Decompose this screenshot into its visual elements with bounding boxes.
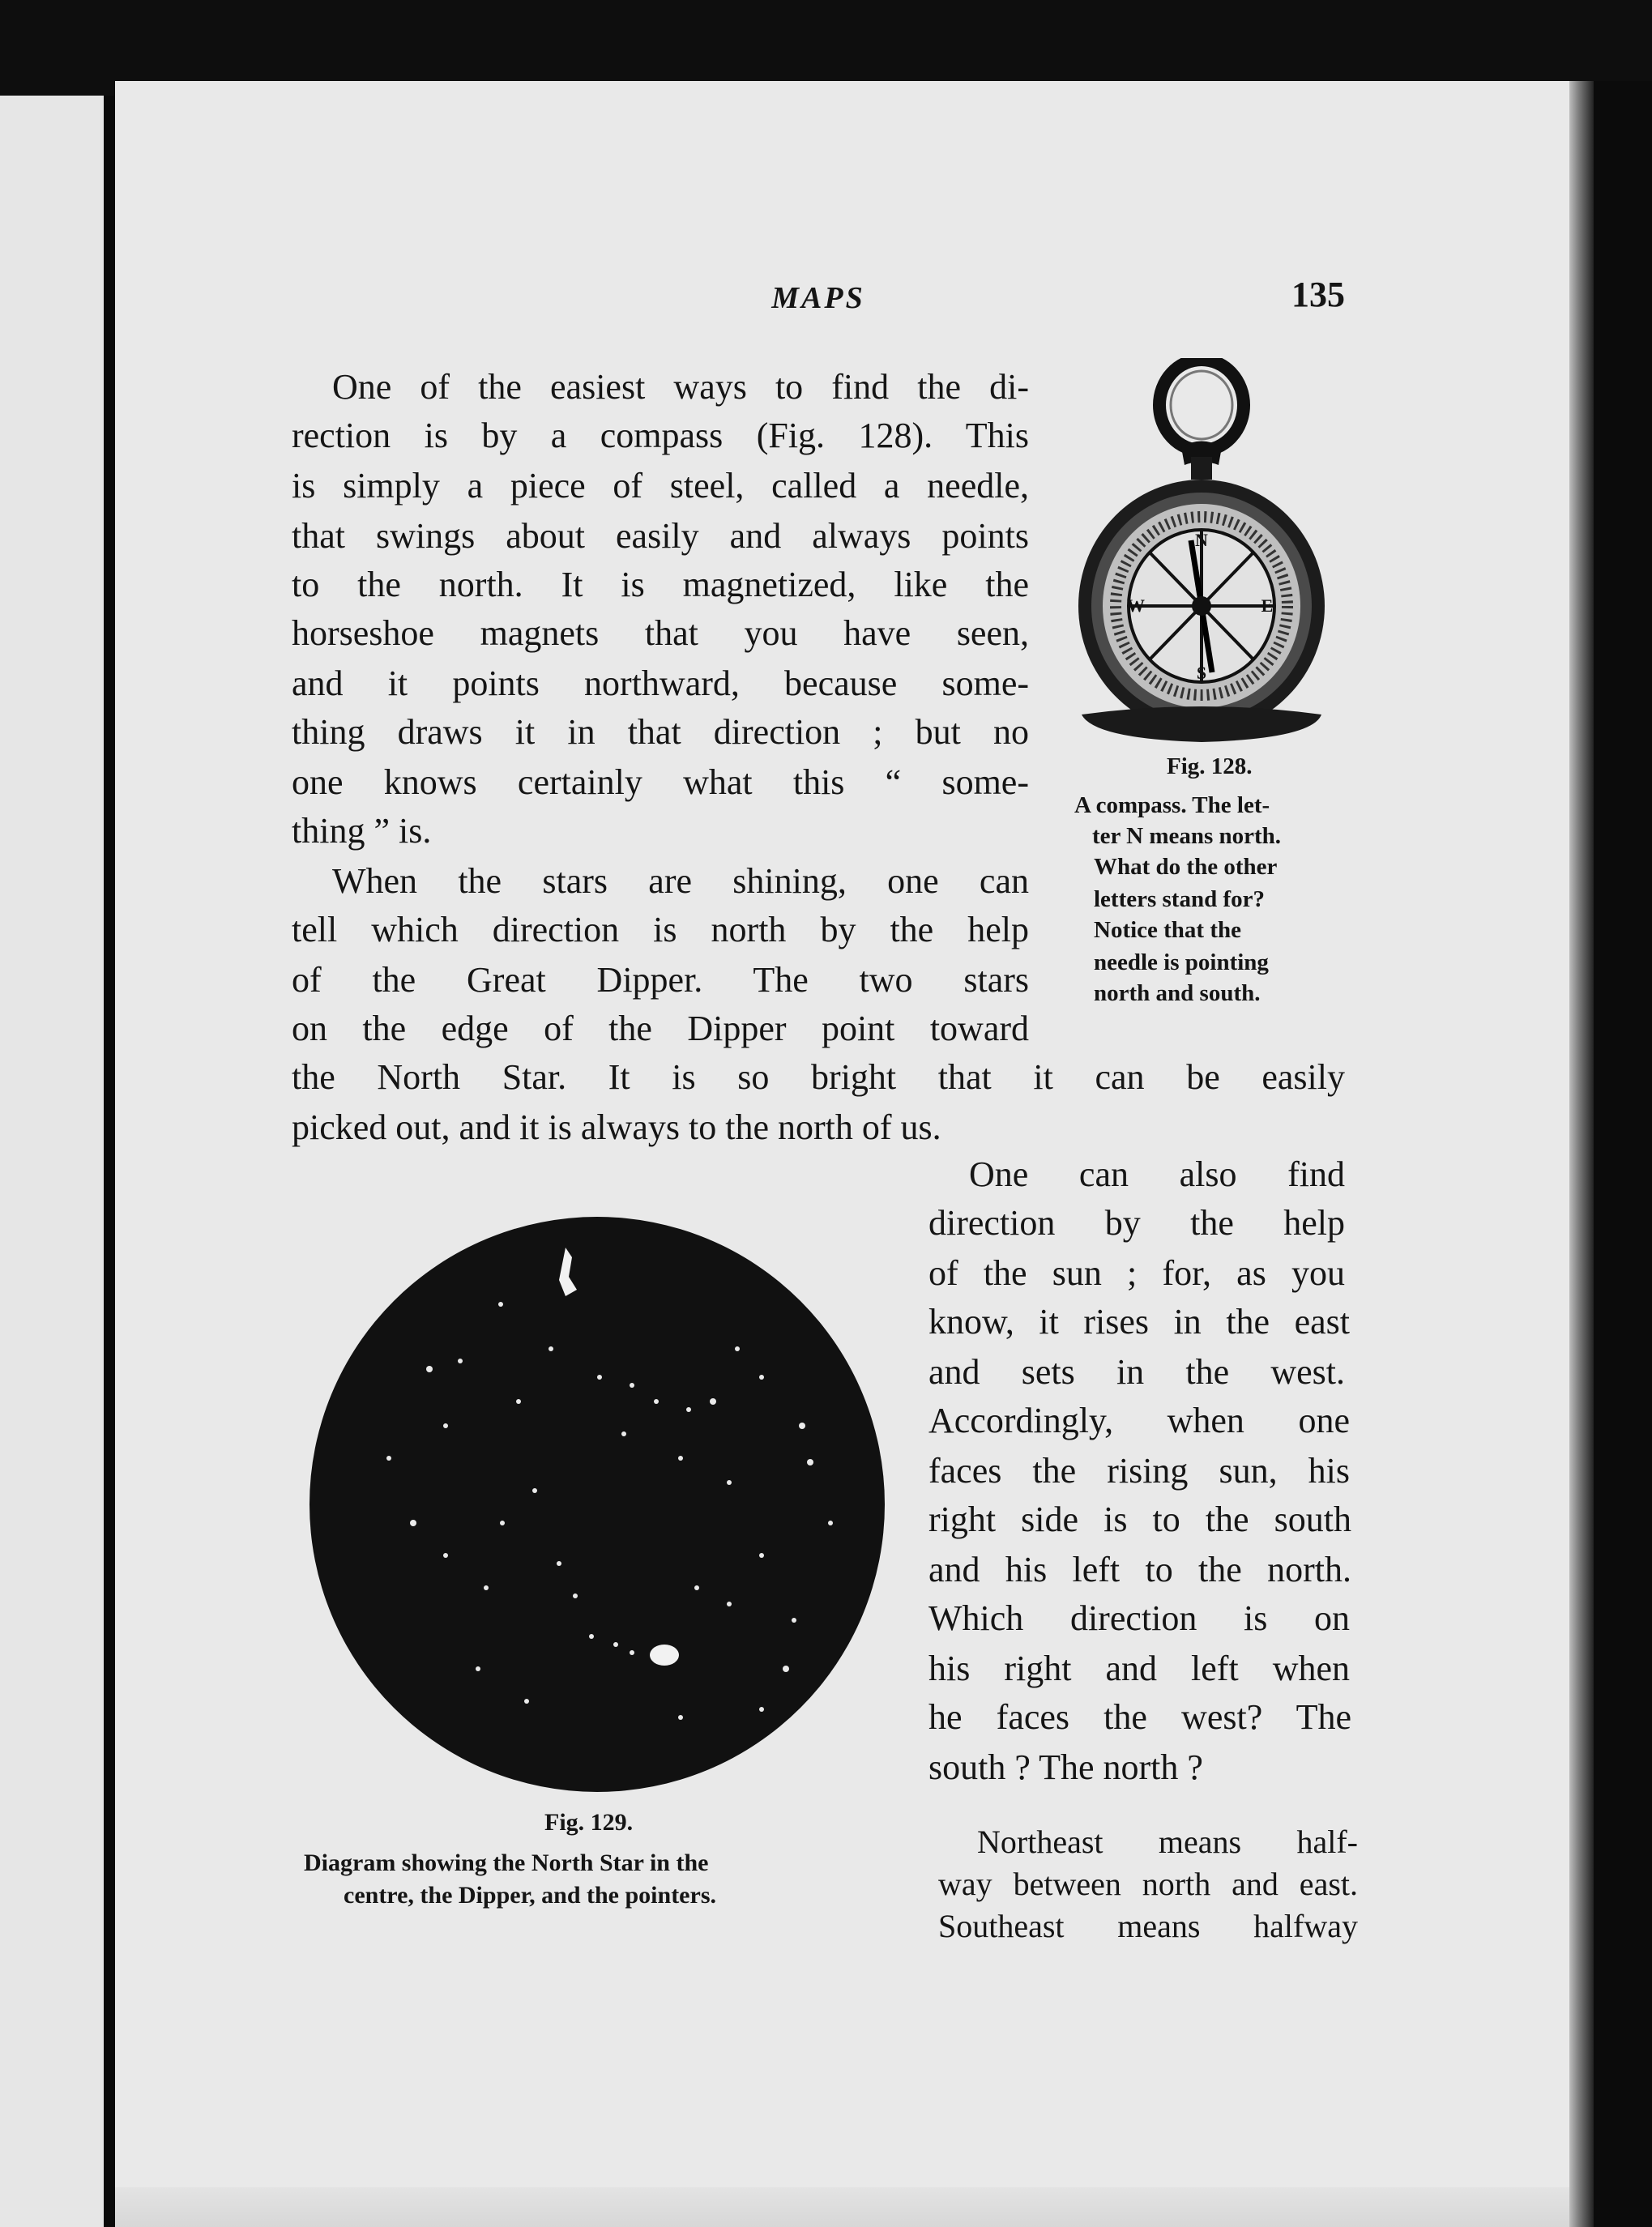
text-line: horseshoe magnets that you have seen,	[292, 613, 1029, 653]
text-line: tell which direction is north by the help	[292, 910, 1029, 949]
text-line: Which direction is on	[928, 1598, 1350, 1638]
text-line: and sets in the west.	[928, 1352, 1345, 1392]
dial-letter-w: W	[1127, 595, 1145, 616]
text-line: is simply a piece of steel, called a needle,	[292, 466, 1029, 506]
text-line: Southeast means halfway	[938, 1908, 1358, 1944]
text-line: of the Great Dipper. The two stars	[292, 960, 1029, 1000]
page-edge-shadow	[1569, 81, 1594, 2227]
scan-background-right	[1594, 81, 1652, 2227]
page-number: 135	[1291, 275, 1345, 314]
text-line: and it points northward, because some-	[292, 663, 1029, 703]
figure-129-caption-line: Diagram showing the North Star in the	[304, 1849, 709, 1876]
figure-128-caption-line: needle is pointing	[1094, 949, 1269, 975]
text-line: right side is to the south	[928, 1500, 1351, 1539]
dial-letter-s: S	[1196, 663, 1207, 683]
page-bottom-margin	[115, 2187, 1569, 2227]
text-line: to the north. It is magnetized, like the	[292, 565, 1029, 604]
text-line: picked out, and it is always to the north of us.	[292, 1107, 941, 1147]
figure-129-star-diagram	[308, 1215, 887, 1794]
text-line: the North Star. It is so bright that it can be easily	[292, 1057, 1345, 1097]
night-sky-circle	[308, 1215, 887, 1794]
text-line: he faces the west? The	[928, 1697, 1351, 1737]
dial-letter-e: E	[1261, 595, 1274, 616]
figure-128-caption-line: What do the other	[1094, 854, 1278, 880]
figure-128-caption-line: ter N means north.	[1092, 823, 1282, 849]
text-line: direction by the help	[928, 1203, 1345, 1243]
text-line: Accordingly, when one	[928, 1401, 1350, 1440]
text-line: know, it rises in the east	[928, 1302, 1350, 1342]
text-line: his right and left when	[928, 1649, 1350, 1688]
text-line: rection is by a compass (Fig. 128). This	[292, 416, 1029, 455]
figure-128-caption-line: letters stand for?	[1094, 886, 1266, 912]
text-line: When the stars are shining, one can	[332, 861, 1029, 901]
text-line: on the edge of the Dipper point toward	[292, 1009, 1029, 1048]
running-title: MAPS	[771, 281, 865, 315]
text-line: One of the easiest ways to find the di-	[332, 367, 1029, 407]
figure-129-caption-line: centre, the Dipper, and the pointers.	[344, 1882, 716, 1909]
text-line: One can also find	[969, 1154, 1345, 1194]
text-line: of the sun ; for, as you	[928, 1253, 1345, 1293]
text-line: one knows certainly what this “ some-	[292, 762, 1029, 802]
text-line: that swings about easily and always points	[292, 516, 1029, 556]
figure-128-caption-line: north and south.	[1094, 980, 1261, 1006]
text-line: south ? The north ?	[928, 1747, 1203, 1787]
text-line: Northeast means half-	[977, 1824, 1358, 1860]
figure-128-caption-line: A compass. The let-	[1074, 792, 1270, 818]
previous-page-edge	[0, 96, 104, 2227]
book-gutter	[104, 96, 115, 2227]
figure-128-label: Fig. 128.	[1167, 753, 1253, 779]
figure-128-caption-line: Notice that the	[1094, 917, 1242, 943]
text-line: thing ” is.	[292, 811, 432, 851]
text-line: faces the rising sun, his	[928, 1451, 1350, 1491]
text-line: and his left to the north.	[928, 1550, 1351, 1589]
dial-letter-n: N	[1195, 530, 1208, 550]
figure-128-compass	[1069, 358, 1337, 747]
figure-129-label: Fig. 129.	[544, 1809, 634, 1836]
text-line: way between north and east.	[938, 1866, 1358, 1902]
compass-illustration	[1069, 358, 1337, 747]
text-line: thing draws it in that direction ; but no	[292, 712, 1029, 752]
